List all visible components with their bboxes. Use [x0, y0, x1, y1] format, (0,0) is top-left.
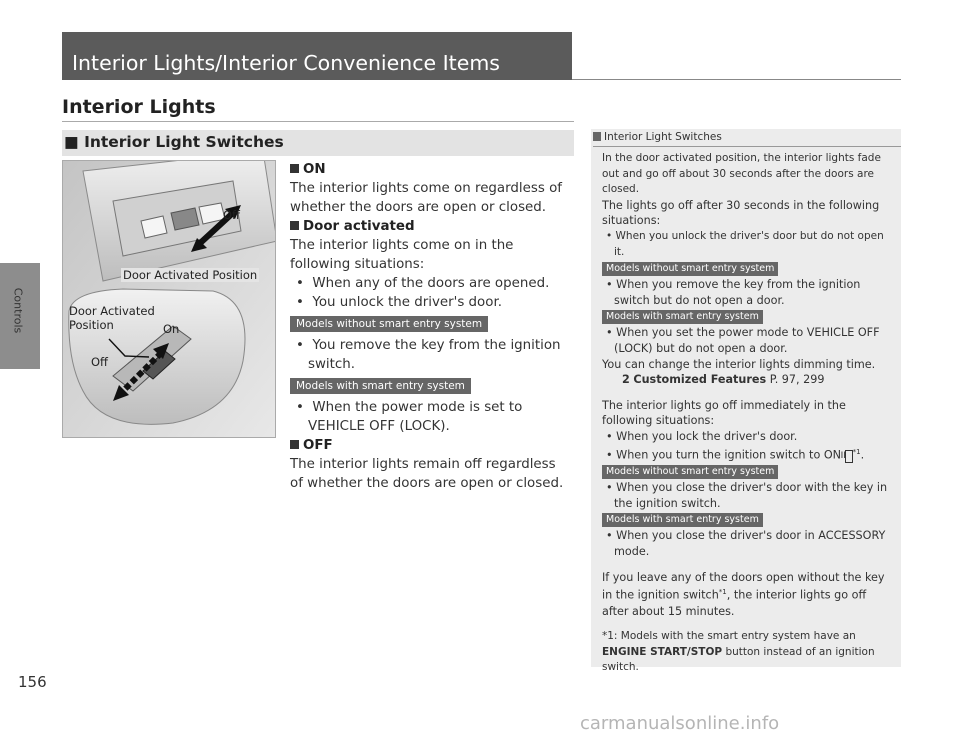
square-bullet-icon — [290, 221, 299, 230]
subsection-marker: ■ — [64, 133, 79, 151]
note-tag-without-smart-entry: Models without smart entry system — [602, 262, 778, 276]
spacer — [602, 388, 894, 398]
ignition-key-position: II — [845, 450, 853, 463]
body-bullet: • When the power mode is set to VEHICLE OFF (LOCK). — [296, 400, 523, 434]
model-tag-without-smart-entry: Models without smart entry system — [290, 316, 488, 332]
body-bullet: • You remove the key from the ignition switch. — [296, 338, 561, 372]
note-tag-without-smart-entry: Models without smart entry system — [602, 465, 778, 479]
footnote-ref: *1 — [718, 588, 727, 597]
cross-reference-arrow-icon: 2 — [622, 373, 630, 387]
off-text: The interior lights remain off regardless of whether the doors are open or closed. — [290, 457, 564, 491]
note-rule — [593, 146, 901, 147]
label-off-bottom: Off — [91, 355, 108, 369]
body-bullet: • You unlock the driver's door. — [296, 295, 502, 310]
square-bullet-icon — [290, 164, 299, 173]
main-body — [290, 160, 572, 493]
on-heading: ON — [290, 160, 572, 179]
watermark: carmanualsonline.info — [580, 713, 780, 734]
section-heading: Interior Lights — [62, 96, 216, 118]
note-header: Interior Light Switches — [593, 131, 722, 143]
note-p1: In the door activated position, the interior lights fade out and go off about 30 seconds after the doors are closed. — [602, 152, 881, 196]
note-bullet: • When you set the power mode to VEHICLE OFF (LOCK) but do not open a door. — [606, 326, 880, 355]
note-bullet: • When you close the driver's door in ACCESSORY mode. — [606, 529, 886, 559]
page-number: 156 — [18, 673, 47, 691]
on-text: The interior lights come on regardless of whether the doors are open or closed. — [290, 181, 562, 215]
note-p4: The interior lights go off immediately in the following situations: — [602, 398, 846, 428]
door-activated-text: The interior lights come on in the following situations: — [290, 238, 514, 272]
square-bullet-icon — [290, 440, 299, 449]
note-footnote: *1: Models with the smart entry system have an ENGINE START/STOP button instead of an ignition switch. — [602, 630, 875, 674]
note-bullet: • When you remove the key from the ignition switch but do not open a door. — [606, 278, 861, 307]
xref-title[interactable]: Customized Features — [633, 373, 767, 387]
subsection-title: Interior Light Switches — [84, 133, 284, 151]
section-rule — [62, 121, 574, 122]
note-marker-icon — [593, 132, 601, 141]
cross-reference[interactable] — [602, 372, 894, 388]
illustration-drawing — [63, 161, 276, 438]
label-door-activated-line2: Position — [69, 318, 114, 332]
footnote-ref: *1 — [852, 447, 861, 456]
label-on: On — [163, 322, 180, 336]
spacer — [602, 619, 894, 629]
note-bullet: • When you turn the ignition switch to ON II $^{*1}$. — [606, 447, 865, 462]
door-activated-heading: Door activated — [290, 217, 572, 236]
title-rule — [572, 79, 901, 80]
subsection-heading — [64, 133, 284, 151]
spacer — [602, 560, 894, 570]
page-title: Interior Lights/Interior Convenience Items — [72, 51, 500, 75]
note-tag-with-smart-entry: Models with smart entry system — [602, 310, 763, 324]
model-tag-with-smart-entry: Models with smart entry system — [290, 378, 471, 394]
xref-pages: P. 97, 299 — [769, 373, 825, 387]
note-bullet: • When you lock the driver's door. — [606, 429, 798, 443]
light-switch-illustration — [62, 160, 276, 438]
note-p2: The lights go off after 30 seconds in the following situations: — [602, 198, 880, 228]
off-heading: OFF — [290, 436, 572, 455]
body-bullet: • When any of the doors are opened. — [296, 276, 550, 291]
note-p5: If you leave any of the doors open without the key in the ignition switch$^{*1}$, the interior lights go off after about 15 minutes. — [602, 570, 885, 618]
note-body — [602, 151, 894, 676]
note-bullet: • When you close the driver's door with the key in the ignition switch. — [606, 481, 888, 510]
note-p3: You can change the interior lights dimming time. — [602, 357, 876, 371]
side-tab-label: Controls — [11, 287, 25, 334]
note-bullet: • When you unlock the driver's door but do not open it. — [606, 229, 884, 258]
label-off-top: Off — [223, 208, 240, 222]
label-door-activated-line1: Door Activated — [69, 304, 155, 318]
label-door-activated-position: Door Activated Position — [123, 268, 258, 282]
note-tag-with-smart-entry: Models with smart entry system — [602, 513, 763, 527]
